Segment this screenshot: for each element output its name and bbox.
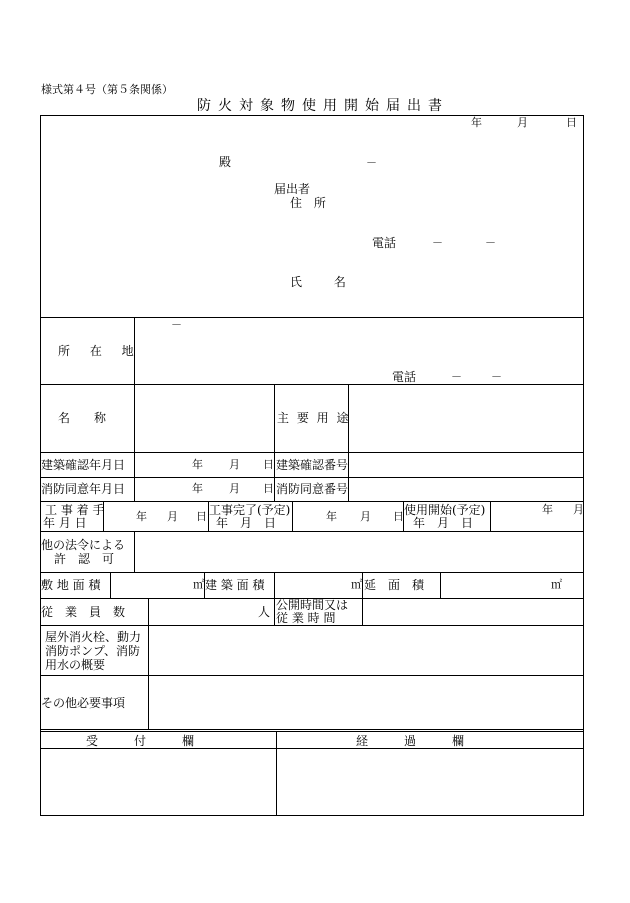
building-area-unit: ㎡ [351,578,362,591]
site-area-unit: ㎡ [193,578,204,591]
vline-lower-label [148,598,149,729]
construction-start-day: 日 [196,510,207,523]
vline-mid-col-2 [348,384,349,501]
hours-label-1: 公開時間又は [276,598,349,612]
rule-consent-bottom [40,501,584,502]
vline-employees-mid [274,598,275,625]
employees-label: 従 業 員 数 [41,605,126,619]
rule-name-bottom [40,452,584,453]
construction-start-month: 月 [167,510,178,523]
addressee-suffix: 殿 [219,155,232,169]
construction-start-label-2: 年 月 日 [43,516,87,530]
vline-area-4 [362,572,363,598]
construction-start-year: 年 [136,510,147,523]
rule-footer-header-bottom [40,748,584,749]
rule-dates-bottom [40,531,584,532]
rule-build-bottom [40,477,584,478]
fire-consent-year: 年 [192,482,203,495]
form-number: 様式第４号（第５条関係） [41,83,173,96]
vline-mid-col [274,384,275,501]
use-start-label-2: 年 月 日 [413,516,474,530]
vline-dates-5 [490,501,491,531]
hydrant-label-3: 用水の概要 [45,658,106,672]
rule-otherlaw-bottom [40,572,584,573]
building-area-label: 建 築 面 積 [205,578,265,592]
rule-location-bottom [40,384,584,385]
location-phone-dash-1: － [451,370,462,383]
rule-hydrant-bottom [40,675,584,676]
hydrant-label-1: 屋外消火栓、動力 [45,630,142,644]
progress-column-label: 経 過 欄 [356,734,465,748]
build-confirm-year: 年 [192,458,203,471]
hours-label-2: 従 業 時 間 [276,611,336,625]
vline-area-5 [440,572,441,598]
vline-otherlaw [134,531,135,572]
location-postal-dash: － [171,318,182,331]
date-month: 月 [517,116,528,129]
other-law-label-2: 許 認 可 [54,552,115,566]
phone-dash-1: － [432,236,443,249]
vline-employees-mid-2 [362,598,363,625]
employees-unit: 人 [258,605,271,619]
address-label: 住 所 [290,196,330,210]
rule-notice-bottom [40,317,584,318]
use-start-month: 月 [573,503,584,516]
use-start-year: 年 [542,503,553,516]
build-confirm-month: 月 [229,458,240,471]
hydrant-label-2: 消防ポンプ、消防 [45,644,141,658]
fire-consent-day: 日 [263,482,274,495]
other-items-label: その他必要事項 [41,696,126,710]
rule-other-bottom-b [40,731,584,732]
fire-consent-month: 月 [229,482,240,495]
construction-start-label-1: 工 事 着 手 [45,503,105,517]
name-label: 氏 名 [290,275,360,289]
fire-consent-date-label: 消防同意年月日 [41,482,126,496]
construction-end-day: 日 [393,510,404,523]
use-start-label-1: 使用開始(予定) [404,503,486,517]
date-day: 日 [566,116,577,129]
construction-end-month: 月 [360,510,371,523]
main-use-label: 主 要 用 途 [277,411,351,425]
date-year: 年 [471,116,482,129]
postal-dash: － [366,156,377,169]
vline-footer [276,731,277,816]
construction-end-year: 年 [326,510,337,523]
rule-employees-bottom [40,625,584,626]
location-phone-label: 電話 [392,370,417,384]
vline-area-1 [110,572,111,598]
fire-consent-no-label: 消防同意番号 [276,482,349,496]
location-label: 所 在 地 [58,344,142,358]
floor-area-label: 延 面 積 [364,578,425,592]
phone-label: 電話 [372,236,397,250]
vline-area-3 [274,572,275,598]
building-name-label: 名 称 [58,411,107,425]
build-confirm-no-label: 建築確認番号 [276,458,349,472]
build-confirm-date-label: 建築確認年月日 [41,458,126,472]
location-phone-dash-2: － [491,370,502,383]
phone-dash-2: － [485,236,496,249]
construction-end-label-2: 年 月 日 [216,516,277,530]
build-confirm-day: 日 [263,458,274,471]
vline-dates-3 [292,501,293,531]
construction-end-label-1: 工事完了(予定) [209,503,291,517]
floor-area-unit: ㎡ [551,578,562,591]
form-title: 防火対象物使用開始届出書 [197,98,449,114]
site-area-label: 敷 地 面 積 [41,578,101,592]
reception-column-label: 受 付 欄 [86,734,195,748]
rule-other-bottom-a [40,729,584,730]
other-law-label-1: 他の法令による [41,538,126,552]
notifier-label: 届出者 [274,182,311,196]
